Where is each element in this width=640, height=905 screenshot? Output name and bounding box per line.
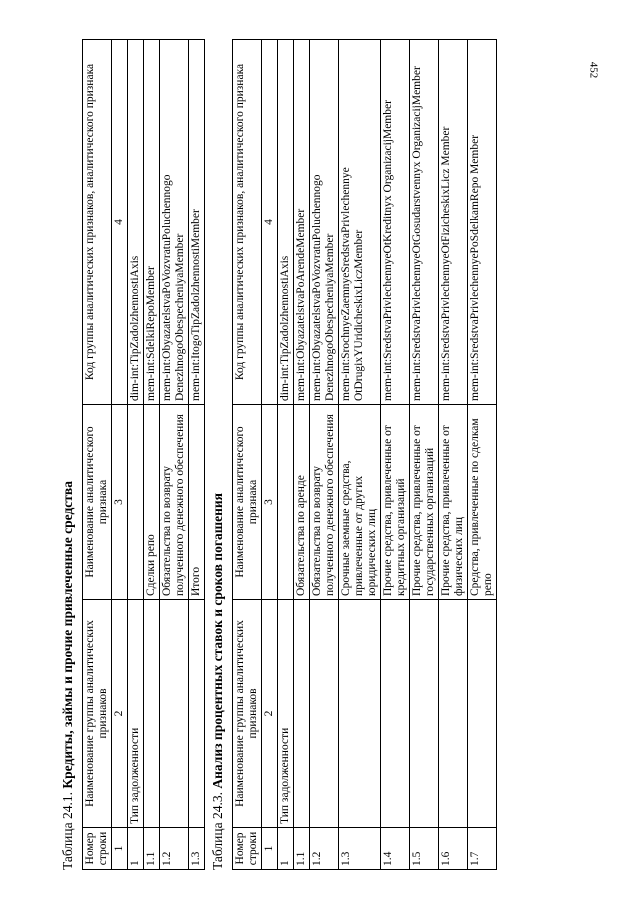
row-number: 1.2 — [310, 828, 339, 870]
attribute-code: mem-int:SrochnyeZaemnyeSredstvaPrivlechennye OtDrugixYUridicheskixLiczMember — [339, 40, 381, 405]
group-name — [410, 600, 439, 828]
group-name — [439, 600, 468, 828]
table-title-text: Кредиты, займы и прочие привлеченные средства — [60, 481, 75, 789]
attribute-code: dim-int:TipZadolzhennostiAxis — [128, 40, 144, 405]
header-cell: Код группы аналитических признаков, аналитического признака — [83, 40, 112, 405]
table-24-1 — [82, 39, 205, 870]
table-row — [339, 40, 381, 870]
table-row — [294, 40, 310, 870]
group-name — [468, 600, 497, 828]
table-title-prefix: Таблица 24.1. — [60, 792, 75, 870]
row-number: 1.4 — [381, 828, 410, 870]
table-header-row — [233, 40, 262, 870]
column-number: 4 — [262, 40, 278, 405]
table-row — [310, 40, 339, 870]
row-number: 1.1 — [294, 828, 310, 870]
group-name — [294, 600, 310, 828]
header-cell: Наименование группы аналитических признаков — [83, 600, 112, 828]
attribute-name: Прочие средства, привлеченные от кредитных организаций — [381, 405, 410, 600]
table-title — [210, 40, 226, 870]
table-row — [468, 40, 497, 870]
rotated-document — [60, 40, 580, 870]
row-number: 1.5 — [410, 828, 439, 870]
header-cell: Номер строки — [233, 828, 262, 870]
group-name — [144, 600, 160, 828]
attribute-name: Средства, привлеченные по сделкам репо — [468, 405, 497, 600]
table-row — [381, 40, 410, 870]
group-name — [310, 600, 339, 828]
row-number: 1.7 — [468, 828, 497, 870]
page-number: 452 — [587, 61, 600, 79]
attribute-name: Прочие средства, привлеченные от физических лиц — [439, 405, 468, 600]
row-number: 1.3 — [339, 828, 381, 870]
column-number-row — [112, 40, 128, 870]
attribute-code: mem-int:ObyazatelstvaPoVozvratuPoluchennogo DenezhnogoObespecheniyaMember — [160, 40, 189, 405]
attribute-code: mem-int:ObyazatelstvaPoVozvratuPoluchennogo DenezhnogoObespecheniyaMember — [310, 40, 339, 405]
row-number: 1 — [128, 828, 144, 870]
table-row — [278, 40, 294, 870]
row-number: 1 — [278, 828, 294, 870]
table-title — [60, 40, 76, 870]
attribute-name: Обязательства по аренде — [294, 405, 310, 600]
row-number: 1.3 — [189, 828, 205, 870]
column-number: 4 — [112, 40, 128, 405]
group-name: Тип задолженности — [278, 600, 294, 828]
table-title-text: Анализ процентных ставок и сроков погашения — [210, 493, 225, 789]
group-name — [381, 600, 410, 828]
attribute-code: mem-int:SredstvaPrivlechennyePoSdelkamRepo Member — [468, 40, 497, 405]
attribute-code: dim-int:TipZadolzhennostiAxis — [278, 40, 294, 405]
attribute-code: mem-int:SredstvaPrivlechennyeOtFizicheskixLicz Member — [439, 40, 468, 405]
table-row — [439, 40, 468, 870]
header-cell: Наименование аналитического признака — [83, 405, 112, 600]
table-block-24-3 — [210, 40, 497, 870]
attribute-code: mem-int:SdelkiRepoMember — [144, 40, 160, 405]
attribute-name: Обязательства по возврату полученного денежного обеспечения — [310, 405, 339, 600]
column-number: 3 — [112, 405, 128, 600]
attribute-name: Сделки репо — [144, 405, 160, 600]
attribute-name: Обязательства по возврату полученного денежного обеспечения — [160, 405, 189, 600]
attribute-name — [128, 405, 144, 600]
table-header-row — [83, 40, 112, 870]
header-cell: Номер строки — [83, 828, 112, 870]
attribute-name — [278, 405, 294, 600]
table-24-3 — [232, 39, 497, 870]
row-number: 1.6 — [439, 828, 468, 870]
table-row — [189, 40, 205, 870]
column-number: 2 — [112, 600, 128, 828]
attribute-name: Итого — [189, 405, 205, 600]
column-number: 2 — [262, 600, 278, 828]
row-number: 1.1 — [144, 828, 160, 870]
attribute-code: mem-int:SredstvaPrivlechennyeOtGosudarstvennyx OrganizacijMember — [410, 40, 439, 405]
column-number: 1 — [112, 828, 128, 870]
column-number-row — [262, 40, 278, 870]
table-row — [144, 40, 160, 870]
table-title-prefix: Таблица 24.3. — [210, 792, 225, 870]
table-row — [128, 40, 144, 870]
table-block-24-1 — [60, 40, 205, 870]
header-cell: Код группы аналитических признаков, аналитического признака — [233, 40, 262, 405]
header-cell: Наименование группы аналитических признаков — [233, 600, 262, 828]
attribute-name: Прочие средства, привлеченные от государственных организаций — [410, 405, 439, 600]
group-name — [339, 600, 381, 828]
header-cell: Наименование аналитического признака — [233, 405, 262, 600]
column-number: 1 — [262, 828, 278, 870]
table-row — [410, 40, 439, 870]
group-name — [189, 600, 205, 828]
attribute-code: mem-int:SredstvaPrivlechennyeOtKreditnyx OrganizacijMember — [381, 40, 410, 405]
attribute-code: mem-int:ObyazatelstvaPoArendeMember — [294, 40, 310, 405]
table-row — [160, 40, 189, 870]
group-name — [160, 600, 189, 828]
group-name: Тип задолженности — [128, 600, 144, 828]
attribute-name: Срочные заемные средства, привлеченные от других юридических лиц — [339, 405, 381, 600]
row-number: 1.2 — [160, 828, 189, 870]
attribute-code: mem-int:ItogoTipZadolzhennostiMember — [189, 40, 205, 405]
column-number: 3 — [262, 405, 278, 600]
